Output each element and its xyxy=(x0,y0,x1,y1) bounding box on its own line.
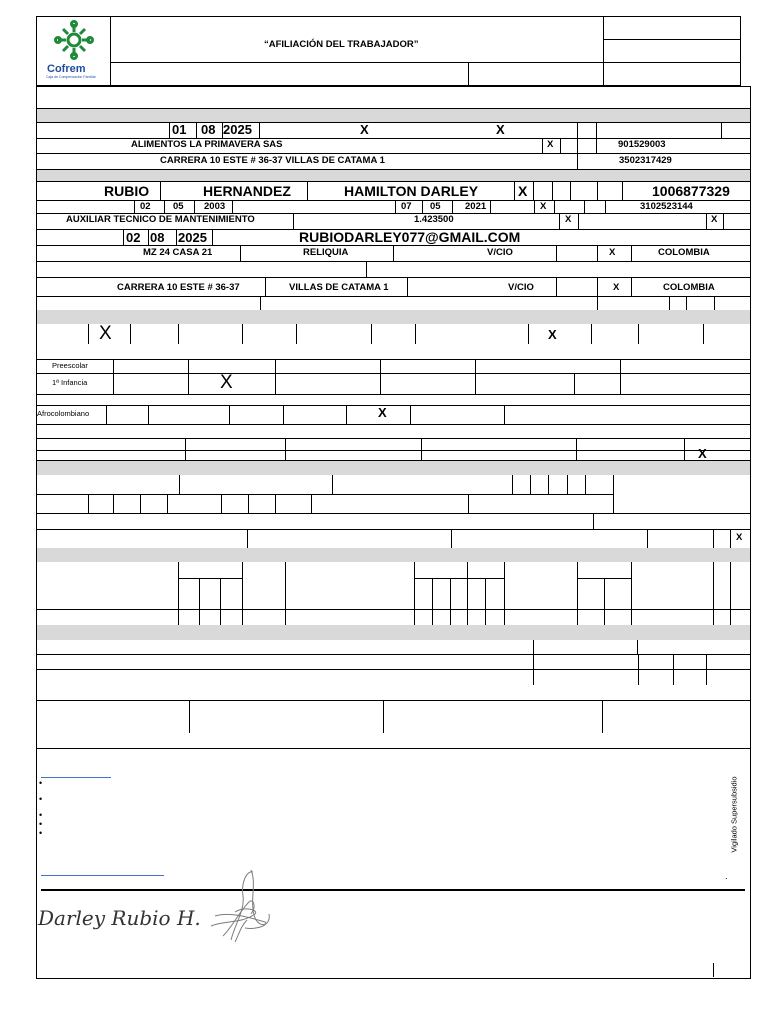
col-line xyxy=(597,245,598,261)
link-underline-2 xyxy=(41,875,164,876)
col-line xyxy=(713,562,714,625)
cofrem-logo xyxy=(44,20,104,80)
col-line xyxy=(123,229,124,245)
col-line xyxy=(631,245,632,261)
col-line xyxy=(414,562,415,625)
col-line xyxy=(467,562,468,625)
row-line xyxy=(36,153,751,154)
employer-date-year: 2025 xyxy=(223,122,252,137)
col-line xyxy=(113,359,114,394)
header-subdiv xyxy=(468,62,469,86)
row-line xyxy=(36,424,751,425)
row-line xyxy=(36,609,751,610)
start-year: 2025 xyxy=(178,230,207,245)
worker-email: RUBIODARLEY077@GMAIL.COM xyxy=(299,229,521,245)
section-band-5 xyxy=(37,548,750,562)
col-line xyxy=(604,578,605,625)
col-line xyxy=(559,213,560,229)
label-afro: Afrocolombiano xyxy=(37,409,90,418)
link-underline-1 xyxy=(41,777,111,778)
col-line xyxy=(232,200,233,213)
section-band-2 xyxy=(37,170,750,181)
row-line xyxy=(36,450,751,451)
supersubsidio-mark xyxy=(724,770,744,860)
col-line xyxy=(415,324,416,344)
col-line xyxy=(199,578,200,625)
date2-month: 05 xyxy=(430,201,441,212)
col-line xyxy=(584,200,585,213)
home-city: V/CIO xyxy=(487,247,513,258)
profile-mark-12: X xyxy=(736,532,743,543)
row-line xyxy=(36,529,751,530)
label-preescolar: Preescolar xyxy=(52,361,88,370)
work-neighborhood: VILLAS DE CATAMA 1 xyxy=(289,282,389,293)
employer-date-day: 01 xyxy=(172,122,187,137)
col-line xyxy=(450,578,451,625)
col-line xyxy=(410,405,411,424)
col-line xyxy=(185,438,186,460)
row-line xyxy=(414,578,504,579)
bullet-3: • xyxy=(39,810,43,820)
col-line xyxy=(706,213,707,229)
col-line xyxy=(383,700,384,733)
col-line xyxy=(605,200,606,213)
worker-mark-4: X xyxy=(540,201,547,212)
col-line xyxy=(160,181,161,200)
worker-mark-6: X xyxy=(711,214,718,225)
col-line xyxy=(452,200,453,213)
col-line xyxy=(296,324,297,344)
col-line xyxy=(669,296,670,310)
col-line xyxy=(504,405,505,424)
col-line xyxy=(393,245,394,261)
col-line xyxy=(585,475,586,494)
col-line xyxy=(574,373,575,394)
col-line xyxy=(285,438,286,460)
col-line xyxy=(713,529,714,548)
col-line xyxy=(577,122,578,169)
profile-mark-big-1: X xyxy=(99,323,112,344)
col-line xyxy=(380,359,381,394)
employer-mark-1: X xyxy=(360,122,369,137)
col-line xyxy=(631,562,632,625)
col-line xyxy=(275,359,276,394)
col-line xyxy=(285,562,286,625)
header-divider-right xyxy=(603,16,604,86)
row-line xyxy=(36,654,751,655)
date2-day: 07 xyxy=(401,201,412,212)
row-line xyxy=(36,513,751,514)
row-line xyxy=(36,296,751,297)
col-line xyxy=(196,122,197,138)
employer-nit: 901529003 xyxy=(618,139,666,150)
row-line xyxy=(36,108,751,109)
profile-mark-10: X xyxy=(378,405,387,420)
col-line xyxy=(556,245,557,261)
bullet-2: • xyxy=(39,794,43,804)
worker-position: AUXILIAR TECNICO DE MANTENIMIENTO xyxy=(66,214,255,225)
col-line xyxy=(194,200,195,213)
col-line xyxy=(570,181,571,200)
section-band-4 xyxy=(37,461,750,475)
signature-rule xyxy=(41,889,745,891)
col-line xyxy=(534,200,535,213)
row-line xyxy=(36,405,751,406)
col-line xyxy=(714,296,715,310)
company-name: ALIMENTOS LA PRIMAVERA SAS xyxy=(131,139,283,150)
col-line xyxy=(673,654,674,685)
col-line xyxy=(148,229,149,245)
worker-doc-mark: X xyxy=(518,183,528,199)
col-line xyxy=(556,277,557,296)
col-line xyxy=(485,578,486,625)
worker-mark-7: X xyxy=(609,247,616,258)
worker-salary: 1.423500 xyxy=(414,214,454,225)
employer-address: CARRERA 10 ESTE # 36-37 VILLAS DE CATAMA 1 xyxy=(160,155,385,166)
footer-dot: . xyxy=(725,871,728,882)
col-line xyxy=(597,296,598,310)
col-line xyxy=(167,494,168,513)
col-line xyxy=(512,475,513,494)
row-line xyxy=(36,460,751,461)
col-line xyxy=(88,324,89,344)
col-line xyxy=(504,562,505,625)
col-line xyxy=(548,475,549,494)
row-line xyxy=(36,748,751,749)
employer-mark-2: X xyxy=(496,122,505,137)
row-line xyxy=(36,373,751,374)
worker-last-name-1: RUBIO xyxy=(104,183,150,199)
cofrem-logo-icon xyxy=(44,20,104,64)
profile-mark-big-2: X xyxy=(220,372,233,393)
col-line xyxy=(148,405,149,424)
col-line xyxy=(542,138,543,153)
row-line xyxy=(36,181,751,182)
handwritten-name: Darley Rubio H. xyxy=(38,906,201,930)
start-day: 02 xyxy=(126,230,141,245)
start-month: 08 xyxy=(150,230,165,245)
col-line xyxy=(240,245,241,261)
header-divider-left xyxy=(110,16,111,86)
bullet-4: • xyxy=(39,819,43,829)
col-line xyxy=(721,122,722,138)
row-line xyxy=(36,700,751,701)
col-line xyxy=(596,122,597,153)
section-band-1 xyxy=(37,109,750,122)
birth-day: 02 xyxy=(140,201,151,212)
col-line xyxy=(421,438,422,460)
col-line xyxy=(647,529,648,548)
col-line xyxy=(221,494,222,513)
worker-doc-number: 1006877329 xyxy=(652,183,730,199)
worker-last-name-2: HERNANDEZ xyxy=(203,183,291,199)
col-line xyxy=(229,405,230,424)
employer-phone: 3502317429 xyxy=(619,155,672,166)
col-line xyxy=(432,578,433,625)
col-line xyxy=(530,475,531,494)
col-line xyxy=(178,562,179,625)
row-line xyxy=(36,669,751,670)
worker-mark-8: X xyxy=(613,282,620,293)
supersubsidio-text: Vigilado Supersubsidio xyxy=(729,776,739,853)
row-line xyxy=(36,169,751,170)
col-line xyxy=(189,700,190,733)
col-line xyxy=(248,494,249,513)
col-line xyxy=(113,494,114,513)
col-line xyxy=(407,277,408,296)
col-line xyxy=(622,181,623,200)
header-hline-a xyxy=(603,39,741,40)
employer-date-month: 08 xyxy=(201,122,216,137)
bullet-5: • xyxy=(39,828,43,838)
row-line xyxy=(36,122,751,123)
col-line xyxy=(247,529,248,548)
col-line xyxy=(533,181,534,200)
row-line xyxy=(178,578,242,579)
col-line xyxy=(169,122,170,138)
col-line xyxy=(475,359,476,394)
col-line xyxy=(311,494,312,513)
col-line xyxy=(307,181,308,200)
col-line xyxy=(395,200,396,213)
col-line xyxy=(730,529,731,548)
col-line xyxy=(130,324,131,344)
row-line xyxy=(36,394,751,395)
row-line xyxy=(36,261,751,262)
home-country: COLOMBIA xyxy=(658,247,710,258)
birth-month: 05 xyxy=(173,201,184,212)
worker-mark-5: X xyxy=(565,214,572,225)
worker-mobile: 3102523144 xyxy=(640,201,693,212)
worker-names: HAMILTON DARLEY xyxy=(344,183,479,199)
col-line xyxy=(178,324,179,344)
col-line xyxy=(591,324,592,344)
col-line xyxy=(577,562,578,625)
col-line xyxy=(602,700,603,733)
col-line xyxy=(637,640,638,654)
header-frame xyxy=(36,16,741,86)
col-line xyxy=(451,529,452,548)
col-line xyxy=(212,229,213,245)
bullet-1: • xyxy=(39,778,43,788)
col-line xyxy=(366,261,367,277)
col-line xyxy=(242,562,243,625)
col-line xyxy=(106,405,107,424)
footer-tick xyxy=(713,963,714,977)
col-line xyxy=(638,654,639,685)
col-line xyxy=(346,405,347,424)
logo-subtext: Caja de Compensación Familiar xyxy=(46,75,96,79)
col-line xyxy=(293,213,294,229)
date2-year: 2021 xyxy=(465,201,487,212)
col-line xyxy=(613,475,614,513)
col-line xyxy=(188,359,189,394)
col-line xyxy=(528,324,529,344)
col-line xyxy=(265,277,266,296)
home-address: MZ 24 CASA 21 xyxy=(143,247,213,258)
col-line xyxy=(552,181,553,200)
col-line xyxy=(164,200,165,213)
col-line xyxy=(686,296,687,310)
col-line xyxy=(638,324,639,344)
col-line xyxy=(260,296,261,310)
col-line xyxy=(332,475,333,494)
col-line xyxy=(422,200,423,213)
col-line xyxy=(140,494,141,513)
home-neighborhood: RELIQUIA xyxy=(303,247,349,258)
col-line xyxy=(179,475,180,494)
signature-scribble xyxy=(205,866,275,948)
profile-mark-9: X xyxy=(548,327,557,342)
col-line xyxy=(723,213,724,229)
work-address: CARRERA 10 ESTE # 36-37 xyxy=(117,282,240,293)
col-line xyxy=(706,654,707,685)
col-line xyxy=(578,213,579,229)
work-country: COLOMBIA xyxy=(663,282,715,293)
col-line xyxy=(560,138,561,153)
col-line xyxy=(533,640,534,685)
birth-year: 2003 xyxy=(204,201,226,212)
header-hline-b xyxy=(110,62,741,63)
row-line xyxy=(36,494,613,495)
col-line xyxy=(597,277,598,296)
col-line xyxy=(554,200,555,213)
col-line xyxy=(468,494,469,513)
label-infancia: 1ª Infancia xyxy=(52,378,88,387)
col-line xyxy=(620,359,621,394)
col-line xyxy=(684,438,685,460)
col-line xyxy=(730,562,731,625)
profile-mark-11: X xyxy=(698,446,707,461)
col-line xyxy=(275,494,276,513)
col-line xyxy=(259,122,260,138)
col-line xyxy=(514,181,515,200)
col-line xyxy=(242,324,243,344)
col-line xyxy=(88,494,89,513)
col-line xyxy=(597,181,598,200)
row-line xyxy=(36,359,751,360)
employer-mark-3: X xyxy=(547,139,554,150)
col-line xyxy=(371,324,372,344)
work-city: V/CIO xyxy=(508,282,534,293)
col-line xyxy=(631,277,632,296)
logo-text: Cofrem xyxy=(47,63,86,75)
col-line xyxy=(593,513,594,529)
col-line xyxy=(220,578,221,625)
row-line xyxy=(36,277,751,278)
col-line xyxy=(703,324,704,344)
col-line xyxy=(176,229,177,245)
section-band-6 xyxy=(37,625,750,640)
section-band-3 xyxy=(37,310,750,324)
page-title: “AFILIACIÓN DEL TRABAJADOR” xyxy=(264,39,419,50)
col-line xyxy=(576,438,577,460)
col-line xyxy=(283,405,284,424)
col-line xyxy=(134,200,135,213)
col-line xyxy=(490,200,491,213)
col-line xyxy=(567,475,568,494)
row-line xyxy=(36,438,751,439)
